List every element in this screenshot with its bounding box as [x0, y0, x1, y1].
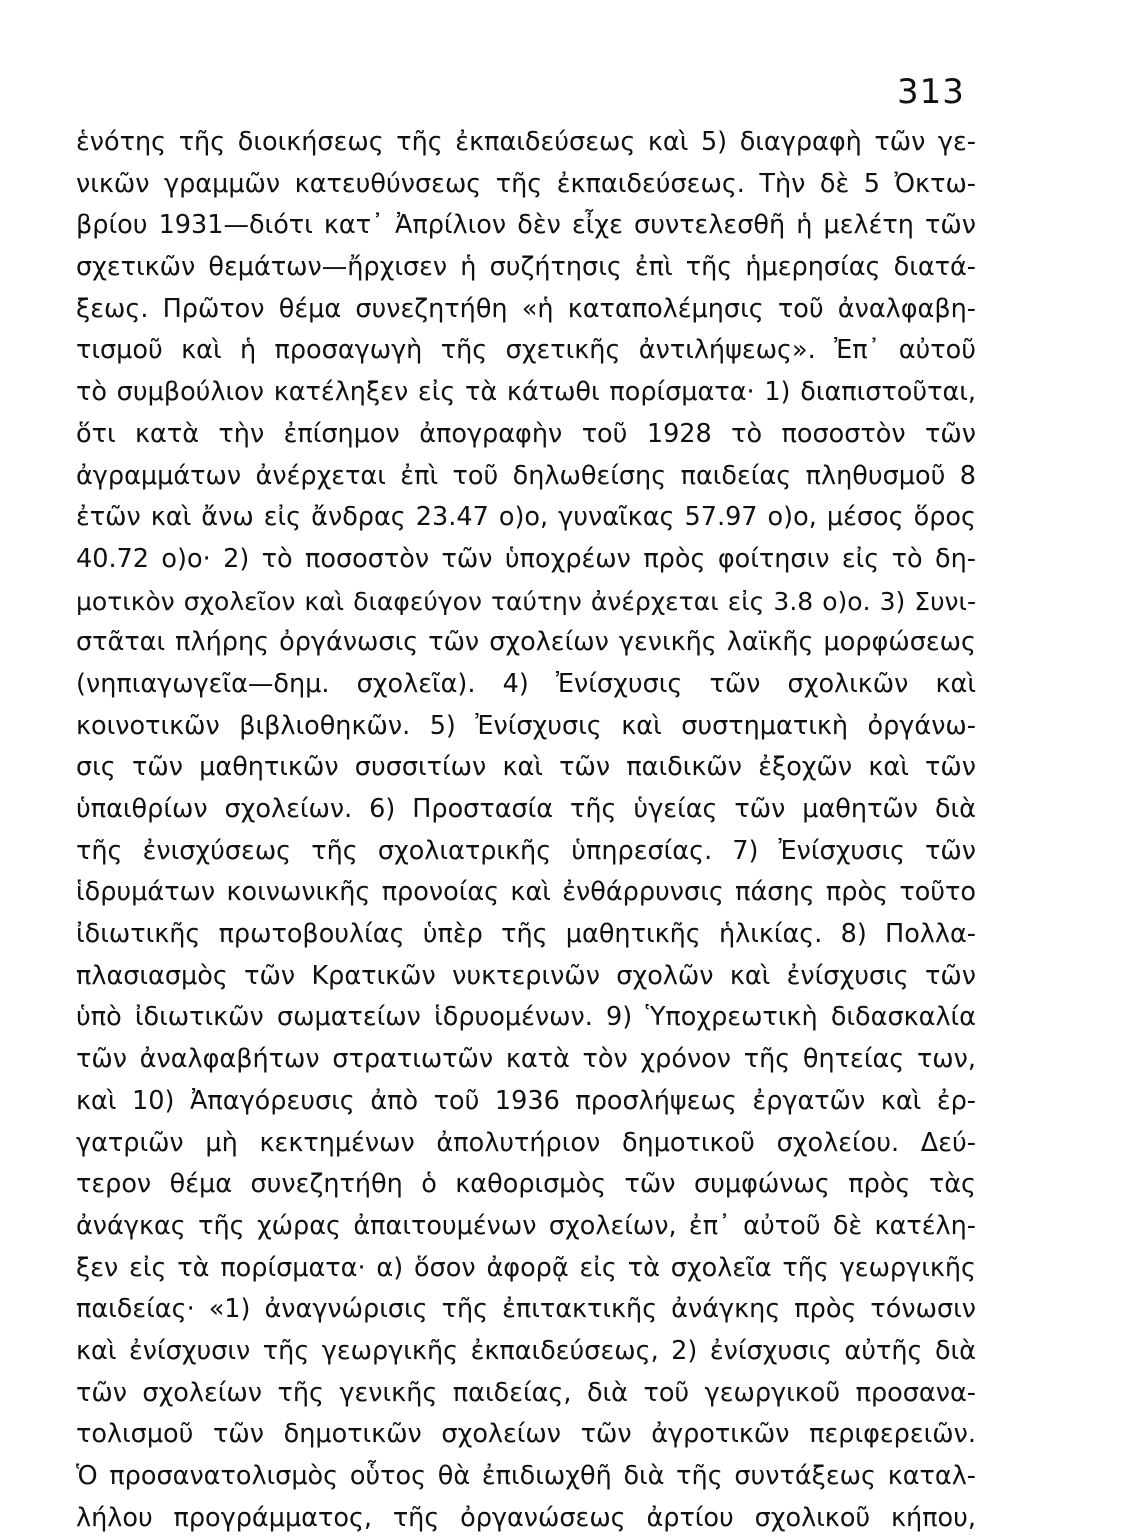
- text-line: σχετικῶν θεμάτων—ἤρχισεν ἡ συζήτησις ἐπὶ τῆς ἡμερησίας διατά-: [76, 252, 976, 283]
- text-line: ἱδρυμάτων κοινωνικῆς προνοίας καὶ ἐνθάρρυνσις πάσης πρὸς τοῦτο: [76, 877, 976, 908]
- text-line: ὑπαιθρίων σχολείων. 6) Προστασία τῆς ὑγείας τῶν μαθητῶν διὰ: [76, 794, 976, 824]
- text-line: σις τῶν μαθητικῶν συσσιτίων καὶ τῶν παιδικῶν ἐξοχῶν καὶ τῶν: [76, 752, 976, 783]
- text-line: ἰδιωτικῆς πρωτοβουλίας ὑπὲρ τῆς μαθητικῆς ἡλικίας. 8) Πολλα-: [76, 919, 976, 950]
- text-line: τῆς ἐνισχύσεως τῆς σχολιατρικῆς ὑπηρεσίας. 7) Ἐνίσχυσις τῶν: [76, 835, 976, 866]
- text-line: λήλου προγράμματος, τῆς ὀργανώσεως ἀρτίου σχολικοῦ κήπου,: [76, 1502, 976, 1533]
- text-line: τολισμοῦ τῶν δημοτικῶν σχολείων τῶν ἀγροτικῶν περιφερειῶν.: [76, 1419, 976, 1450]
- text-line: καὶ 10) Ἀπαγόρευσις ἀπὸ τοῦ 1936 προσλήψεως ἐργατῶν καὶ ἐρ-: [76, 1085, 976, 1116]
- text-line: ἀγραμμάτων ἀνέρχεται ἐπὶ τοῦ δηλωθείσης παιδείας πληθυσμοῦ 8: [76, 460, 976, 491]
- text-line: τερον θέμα συνεζητήθη ὁ καθορισμὸς τῶν συμφώνως πρὸς τὰς: [76, 1169, 976, 1200]
- text-line: ἑνότης τῆς διοικήσεως τῆς ἐκπαιδεύσεως καὶ 5) διαγραφὴ τῶν γε-: [76, 127, 976, 157]
- text-line: ἐτῶν καὶ ἄνω εἰς ἄνδρας 23.47 ο)ο, γυναῖκας 57.97 ο)ο, μέσος ὅρος: [76, 502, 976, 533]
- text-line: (νηπιαγωγεῖα—δημ. σχολεῖα). 4) Ἐνίσχυσις τῶν σχολικῶν καὶ: [76, 668, 976, 699]
- text-line: μοτικὸν σχολεῖον καὶ διαφεύγον ταύτην ἀνέρχεται εἰς 3.8 ο)ο. 3) Συνι-: [76, 586, 976, 616]
- text-line: ὑπὸ ἰδιωτικῶν σωματείων ἱδρυομένων. 9) Ὑποχρεωτικὴ διδασκαλία: [76, 1002, 976, 1033]
- text-line: ξεως. Πρῶτον θέμα συνεζητήθη «ἡ καταπολέμησις τοῦ ἀναλφαβη-: [76, 293, 976, 324]
- text-line: ὅτι κατὰ τὴν ἐπίσημον ἀπογραφὴν τοῦ 1928 τὸ ποσοστὸν τῶν: [76, 418, 976, 449]
- text-line: τῶν σχολείων τῆς γενικῆς παιδείας, διὰ τοῦ γεωργικοῦ προσανα-: [76, 1377, 976, 1408]
- text-line: τισμοῦ καὶ ἡ προσαγωγὴ τῆς σχετικῆς ἀντιλήψεως». Ἐπ᾽ αὐτοῦ: [76, 335, 976, 366]
- text-line: στᾶται πλήρης ὀργάνωσις τῶν σχολείων γενικῆς λαϊκῆς μορφώσεως: [76, 627, 976, 658]
- text-line: ἀνάγκας τῆς χώρας ἀπαιτουμένων σχολείων, ἐπ᾽ αὐτοῦ δὲ κατέλη-: [76, 1210, 976, 1241]
- text-line: τῶν ἀναλφαβήτων στρατιωτῶν κατὰ τὸν χρόνον τῆς θητείας των,: [76, 1044, 976, 1075]
- text-line: 40.72 ο)ο· 2) τὸ ποσοστὸν τῶν ὑποχρέων πρὸς φοίτησιν εἰς τὸ δη-: [76, 543, 976, 574]
- text-line: ξεν εἰς τὰ πορίσματα· α) ὅσον ἀφορᾷ εἰς τὰ σχολεῖα τῆς γεωργικῆς: [76, 1252, 976, 1283]
- text-line: γατριῶν μὴ κεκτημένων ἀπολυτήριον δημοτικοῦ σχολείου. Δεύ-: [76, 1127, 976, 1158]
- text-line: καὶ ἐνίσχυσιν τῆς γεωργικῆς ἐκπαιδεύσεως, 2) ἐνίσχυσις αὐτῆς διὰ: [76, 1335, 976, 1366]
- text-line: πλασιασμὸς τῶν Κρατικῶν νυκτερινῶν σχολῶν καὶ ἐνίσχυσις τῶν: [76, 960, 976, 991]
- text-line: τὸ συμβούλιον κατέληξεν εἰς τὰ κάτωθι πορίσματα· 1) διαπιστοῦται,: [76, 377, 976, 408]
- text-line: βρίου 1931—διότι κατ᾽ Ἀπρίλιον δὲν εἶχε συντελεσθῆ ἡ μελέτη τῶν: [76, 210, 976, 241]
- text-line: κοινοτικῶν βιβλιοθηκῶν. 5) Ἐνίσχυσις καὶ συστηματικὴ ὀργάνω-: [76, 710, 976, 741]
- text-line: νικῶν γραμμῶν κατευθύνσεως τῆς ἐκπαιδεύσεως. Τὴν δὲ 5 Ὀκτω-: [76, 168, 976, 199]
- text-line: Ὁ προσανατολισμὸς οὗτος θὰ ἐπιδιωχθῆ διὰ τῆς συντάξεως καταλ-: [76, 1461, 976, 1491]
- page-number: 313: [897, 72, 965, 112]
- text-line: παιδείας· «1) ἀναγνώρισις τῆς ἐπιτακτικῆς ἀνάγκης πρὸς τόνωσιν: [76, 1294, 976, 1325]
- body-text: [76, 122, 976, 1539]
